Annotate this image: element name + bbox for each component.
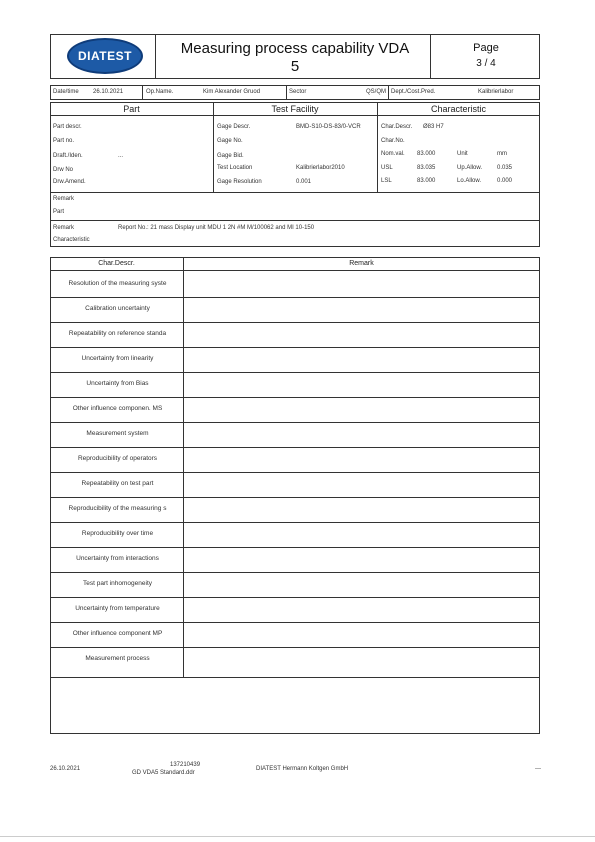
table-row-line bbox=[50, 597, 540, 598]
unit-label: Unit bbox=[457, 151, 468, 157]
table-row-line bbox=[50, 497, 540, 498]
part-descr-label: Part descr. bbox=[53, 124, 82, 130]
table-row-label: Repeatability on reference standa bbox=[68, 330, 167, 337]
table-row-label: Uncertainty from linearity bbox=[81, 355, 154, 362]
remark-part-label: Part bbox=[53, 209, 65, 215]
table-row-label: Resolution of the measuring syste bbox=[68, 280, 167, 287]
dept-value: Kalibrierlabor bbox=[478, 89, 514, 95]
operator-label: Op.Name. bbox=[146, 89, 174, 95]
detail-divider-1 bbox=[213, 102, 214, 192]
lo-allow-value: 0.000 bbox=[497, 178, 513, 184]
table-row-line bbox=[50, 372, 540, 373]
table-row-label: Measurement system bbox=[86, 430, 149, 437]
uncertainty-table bbox=[50, 257, 540, 734]
section-test-facility: Test Facility bbox=[271, 104, 319, 114]
table-row-line bbox=[50, 572, 540, 573]
table-row-line bbox=[50, 622, 540, 623]
section-part: Part bbox=[123, 104, 140, 114]
logo-text: DIATEST bbox=[78, 49, 132, 63]
footer-company: DIATEST Hermann Koltgen GmbH bbox=[256, 766, 349, 772]
lo-allow-label: Lo.Allow. bbox=[457, 178, 482, 184]
table-header-line bbox=[50, 270, 540, 271]
detail-remark2-line bbox=[50, 220, 540, 221]
remark-characteristic-label: Characteristic bbox=[53, 237, 90, 243]
table-row-label: Test part inhomogeneity bbox=[82, 580, 152, 587]
gage-resolution-value: 0.001 bbox=[296, 179, 312, 185]
unit-value: mm bbox=[497, 151, 507, 157]
nominal-label: Nom.val. bbox=[381, 151, 405, 157]
footer-date: 26.10.2021 bbox=[50, 766, 81, 772]
title-line-1: Measuring process capability VDA bbox=[180, 40, 410, 57]
table-row-line bbox=[50, 297, 540, 298]
table-row-line bbox=[50, 547, 540, 548]
lsl-value: 83.000 bbox=[417, 178, 436, 184]
footer-dash: --- bbox=[535, 766, 541, 772]
table-row-label: Uncertainty from Bias bbox=[86, 380, 149, 387]
table-row-label: Calibration uncertainty bbox=[85, 305, 150, 312]
draft-iden-label: Draft./Iden. bbox=[53, 153, 83, 159]
page-title bbox=[160, 40, 430, 76]
table-row-label: Measurement process bbox=[85, 655, 150, 662]
info-divider-1 bbox=[142, 85, 143, 100]
remark2-value: Report No.: 21 mass Display unit MDU 1 2N #M M/100062 and MI 10-150 bbox=[118, 225, 315, 231]
info-divider-2 bbox=[286, 85, 287, 100]
table-row-line bbox=[50, 422, 540, 423]
nominal-value: 83.000 bbox=[417, 151, 436, 157]
gage-bid-label: Gage Bid. bbox=[217, 153, 244, 159]
dept-label: Dept./Cost.Pred. bbox=[391, 89, 436, 95]
footer-file: GD VDA5 Standard.ddr bbox=[132, 770, 195, 776]
up-allow-value: 0.035 bbox=[497, 165, 513, 171]
drw-amend-label: Drw.Amend. bbox=[53, 179, 86, 185]
gage-descr-value: BMD-S10-DS-83/0-VCR bbox=[296, 124, 361, 130]
detail-remark-line bbox=[50, 192, 540, 193]
table-row-line bbox=[50, 322, 540, 323]
header-divider-2 bbox=[430, 34, 431, 79]
header-divider-1 bbox=[155, 34, 156, 79]
table-row-line bbox=[50, 397, 540, 398]
table-row-label: Other influence componen. MS bbox=[72, 405, 163, 412]
remark2-label: Remark bbox=[53, 225, 75, 231]
draft-iden-value: ... bbox=[118, 153, 124, 159]
table-row-line bbox=[50, 647, 540, 648]
table-row-label: Reproducibility of operators bbox=[77, 455, 158, 462]
char-descr-label: Char.Descr. bbox=[381, 124, 413, 130]
operator-value: Kim Alexander Gruod bbox=[203, 89, 261, 95]
table-row-label: Other influence component MP bbox=[72, 630, 163, 637]
up-allow-label: Up.Allow. bbox=[457, 165, 483, 171]
col-char-descr: Char.Descr. bbox=[98, 260, 135, 267]
table-bottom-line bbox=[50, 677, 540, 678]
test-location-label: Test Location bbox=[217, 165, 253, 171]
drw-no-label: Drw No bbox=[53, 167, 74, 173]
gage-no-label: Gage No. bbox=[217, 138, 243, 144]
gage-descr-label: Gage Descr. bbox=[217, 124, 251, 130]
diatest-logo bbox=[67, 38, 143, 74]
sector-value: QS/QM bbox=[366, 89, 387, 95]
usl-label: USL bbox=[381, 165, 393, 171]
table-row-label: Uncertainty from temperature bbox=[75, 605, 160, 612]
info-divider-3 bbox=[388, 85, 389, 100]
lsl-label: LSL bbox=[381, 178, 392, 184]
table-row-line bbox=[50, 447, 540, 448]
table-row-line bbox=[50, 347, 540, 348]
detail-divider-2 bbox=[377, 102, 378, 192]
detail-header-line bbox=[50, 115, 540, 116]
gage-resolution-label: Gage Resolution bbox=[217, 179, 262, 185]
date-label: Date/time bbox=[53, 89, 79, 95]
page-bottom-rule bbox=[0, 836, 595, 837]
page-value: 3 / 4 bbox=[476, 58, 496, 69]
sector-label: Sector bbox=[289, 89, 307, 95]
test-location-value: Kalibrierlabor2010 bbox=[296, 165, 345, 171]
table-row-line bbox=[50, 472, 540, 473]
table-row-label: Reproducibility over time bbox=[81, 530, 154, 537]
usl-value: 83.035 bbox=[417, 165, 436, 171]
title-line-2: 5 bbox=[290, 58, 300, 75]
char-no-label: Char.No. bbox=[381, 138, 405, 144]
table-row-label: Reproducibility of the measuring s bbox=[68, 505, 167, 512]
col-remark: Remark bbox=[349, 260, 374, 267]
page-label: Page bbox=[473, 42, 499, 54]
date-value: 26.10.2021 bbox=[93, 89, 124, 95]
footer-code: 137210439 bbox=[170, 762, 201, 768]
table-row-label: Uncertainty from interactions bbox=[76, 555, 159, 562]
page-number-box bbox=[444, 42, 528, 69]
part-no-label: Part no. bbox=[53, 138, 75, 144]
char-descr-value: Ø83 H7 bbox=[423, 124, 444, 130]
remark-label: Remark bbox=[53, 196, 75, 202]
section-characteristic: Characteristic bbox=[430, 104, 486, 114]
table-row-line bbox=[50, 522, 540, 523]
table-col-divider bbox=[183, 257, 184, 677]
table-row-label: Repeatability on test part bbox=[81, 480, 154, 487]
